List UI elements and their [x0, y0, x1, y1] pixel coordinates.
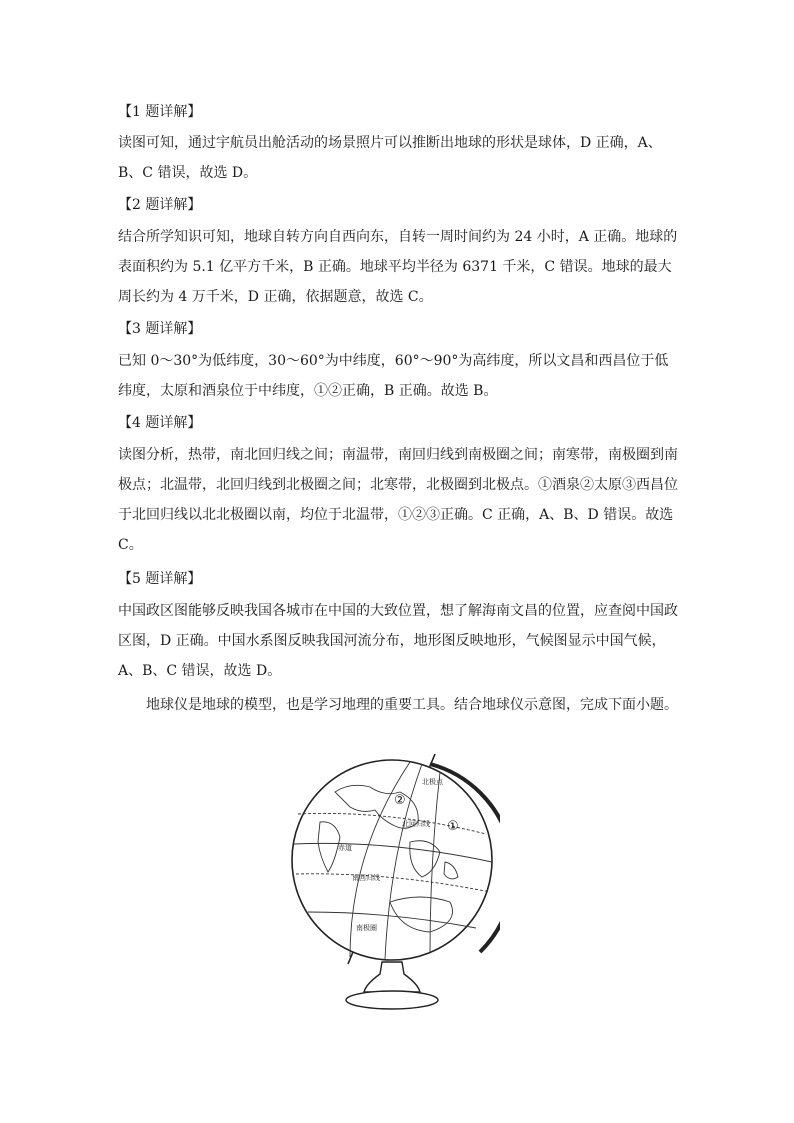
section-2-body: 结合所学知识可知，地球自转方向自西向东，自转一周时间约为 24 小时，A 正确。地球的表面积约为 5.1 亿平方千米，B 正确。地球平均半径为 6371 千米，C 错误。地球的最大周长约为 4 万千米，D 正确，依据题意，故选 C。 [118, 229, 678, 305]
globe-illustration [290, 752, 500, 1017]
globe-figure [290, 752, 500, 1017]
intro-paragraph: 地球仪是地球的模型，也是学习地理的重要工具。结合地球仪示意图，完成下面小题。 [146, 697, 678, 713]
globe-sphere [292, 760, 492, 960]
marker-2-label: ② [394, 793, 406, 808]
tropic-capricorn-label: 南回归线 [352, 874, 380, 882]
section-4-heading: 【4 题详解】 [118, 415, 202, 431]
section-2-heading: 【2 题详解】 [118, 197, 202, 213]
section-5-body: 中国政区图能够反映我国各城市在中国的大致位置，想了解海南文昌的位置，应查阅中国政区图，D 正确。中国水系图反映我国河流分布，地形图反映地形，气候图显示中国气候，A、B、C 错误，故选 D。 [118, 603, 678, 679]
tropic-cancer-label: 北回归线 [402, 820, 430, 828]
marker-1-label: ① [447, 819, 459, 834]
antarctic-circle-label: 南极圈 [356, 924, 377, 932]
section-3-body: 已知 0～30°为低纬度，30～60°为中纬度，60°～90°为高纬度，所以文昌和西昌位于低纬度，太原和酒泉位于中纬度，①②正确，B 正确。故选 B。 [118, 353, 669, 399]
section-3-heading: 【3 题详解】 [118, 321, 202, 337]
section-5-heading: 【5 题详解】 [118, 571, 202, 587]
north-pole-label: 北极点 [422, 778, 443, 786]
section-1-heading: 【1 题详解】 [118, 104, 202, 120]
section-4-body: 读图分析，热带，南北回归线之间；南温带，南回归线到南极圈之间；南寒带，南极圈到南极点；北温带，北回归线到北极圈之间；北寒带，北极圈到北极点。①酒泉②太原③西昌位于北回归线以北北极圈以南，均位于北温带，①②③正确。C 正确，A、B、D 错误。故选 C。 [118, 447, 678, 553]
globe-stand [346, 962, 438, 1009]
section-1-body: 读图可知，通过宇航员出舱活动的场景照片可以推断出地球的形状是球体，D 正确，A、B、C 错误，故选 D。 [118, 135, 662, 181]
equator-label: 赤道 [338, 844, 352, 852]
